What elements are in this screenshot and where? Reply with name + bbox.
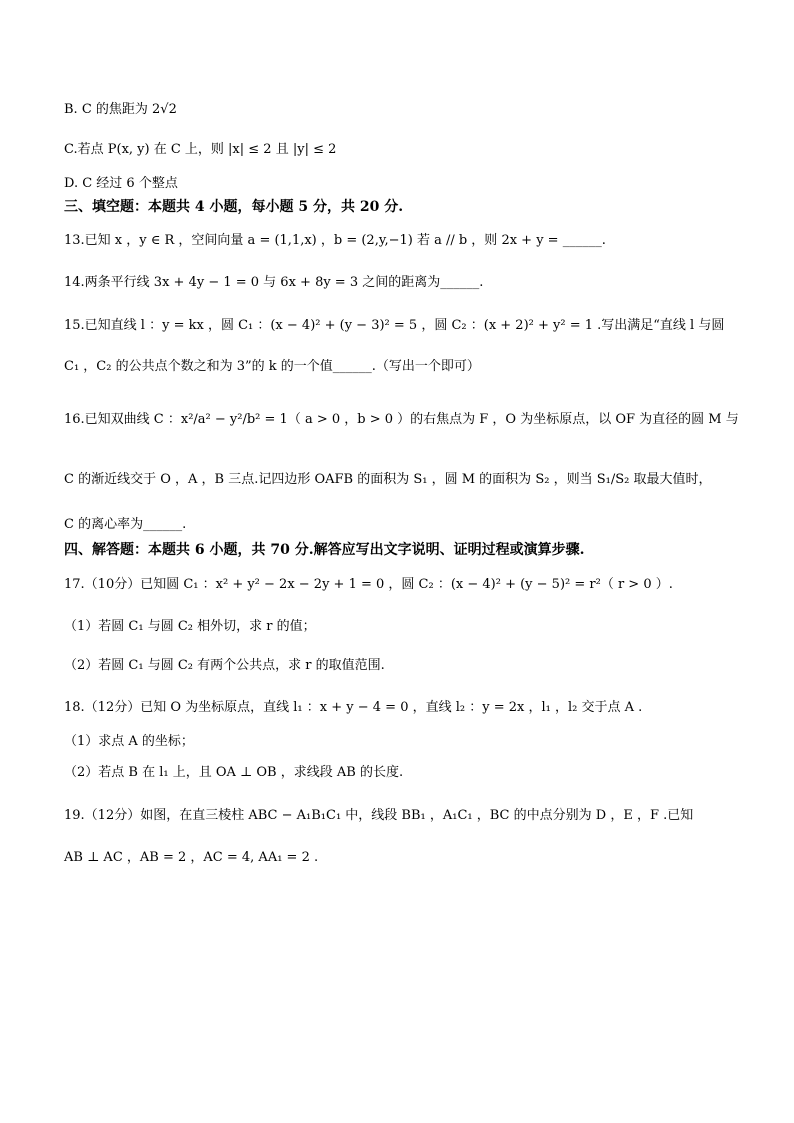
question-18-part-1: （1）求点 A 的坐标； — [64, 734, 194, 749]
question-15-line-1: 15.已知直线 l ：y = kx ，圆 C₁ ：(x − 4)² + (y − 3)² = 5 ，圆 C₂ ：(x + 2)² + y² = 1 .写出满足“直线 l 与圆 — [64, 318, 725, 333]
question-18: 18.（12分）已知 O 为坐标原点，直线 l₁ ：x + y − 4 = 0 ，直线 l₂ ：y = 2x ，l₁ ，l₂ 交于点 A . — [64, 700, 643, 715]
option-c: C.若点 P(x, y) 在 C 上，则 |x| ≤ 2 且 |y| ≤ 2 — [64, 142, 337, 157]
question-16-line-2: C 的渐近线交于 O ，A ，B 三点.记四边形 OAFB 的面积为 S₁ ，圆 M 的面积为 S₂ ，则当 S₁/S₂ 取最大值时， — [64, 472, 712, 487]
question-14: 14.两条平行线 3x + 4y − 1 = 0 与 6x + 8y = 3 之间的距离为______. — [64, 275, 484, 290]
question-16-line-3: C 的离心率为______. — [64, 517, 187, 532]
question-15-line-2: C₁ ，C₂ 的公共点个数之和为 3”的 k 的一个值______.（写出一个即可） — [64, 359, 480, 374]
question-18-part-2: （2）若点 B 在 l₁ 上，且 OA ⊥ OB ，求线段 AB 的长度. — [64, 765, 404, 780]
question-19-line-2: AB ⊥ AC ，AB = 2 ，AC = 4, AA₁ = 2 . — [64, 850, 319, 865]
question-17-part-2: （2）若圆 C₁ 与圆 C₂ 有两个公共点，求 r 的取值范围. — [64, 658, 385, 673]
option-b: B. C 的焦距为 2√2 — [64, 102, 177, 117]
question-16-line-1: 16.已知双曲线 C ：x²/a² − y²/b² = 1（ a > 0 ，b > 0 ）的右焦点为 F ，O 为坐标原点，以 OF 为直径的圆 M 与 — [64, 412, 739, 427]
question-13: 13.已知 x ，y ∈ R ，空间向量 a = (1,1,x) ，b = (2,y,−1) 若 a // b ，则 2x + y = ______. — [64, 233, 606, 248]
question-17-part-1: （1）若圆 C₁ 与圆 C₂ 相外切，求 r 的值； — [64, 619, 316, 634]
question-19-line-1: 19.（12分）如图，在直三棱柱 ABC − A₁B₁C₁ 中，线段 BB₁ ，A₁C₁ ，BC 的中点分别为 D ，E ，F .已知 — [64, 808, 694, 823]
option-d: D. C 经过 6 个整点 — [64, 176, 178, 191]
section-4-heading: 四、解答题：本题共 6 小题，共 70 分.解答应写出文字说明、证明过程或演算步骤. — [64, 542, 585, 558]
question-17: 17.（10分）已知圆 C₁ ：x² + y² − 2x − 2y + 1 = 0 ，圆 C₂ ：(x − 4)² + (y − 5)² = r²（ r > 0 ）. — [64, 577, 673, 592]
section-3-heading: 三、填空题：本题共 4 小题，每小题 5 分，共 20 分. — [64, 199, 404, 215]
